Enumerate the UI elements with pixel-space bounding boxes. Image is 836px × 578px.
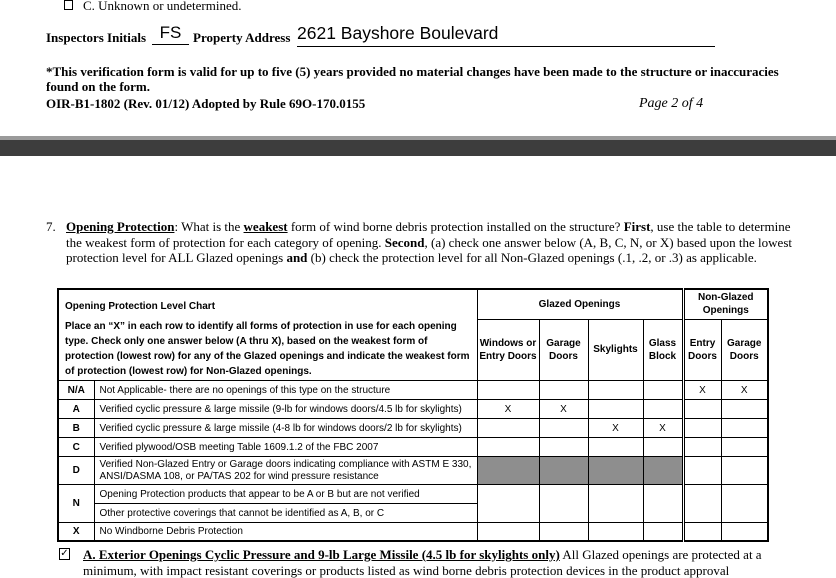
mark-cell[interactable]	[643, 485, 683, 523]
row-code: B	[58, 419, 94, 438]
row-description: Verified Non-Glazed Entry or Garage doors indicating compliance with ASTM E 330, ANSI/DASMA 108, or PA/TAS 202 for wind pressure resistance	[94, 457, 477, 485]
mark-cell[interactable]	[721, 457, 768, 485]
mark-cell[interactable]	[643, 400, 683, 419]
mark-cell[interactable]	[539, 438, 588, 457]
row-description: Not Applicable- there are no openings of this type on the structure	[94, 381, 477, 400]
glazed-openings-header: Glazed Openings	[477, 289, 683, 319]
row-code: X	[58, 523, 94, 541]
table-row	[58, 523, 768, 541]
mark-cell[interactable]	[539, 419, 588, 438]
row-description: Verified cyclic pressure & large missile (4-8 lb for windows doors/2 lb for skylights)	[94, 419, 477, 438]
mark-cell[interactable]	[539, 485, 588, 523]
mark-cell[interactable]	[588, 400, 643, 419]
row-description: Verified cyclic pressure & large missile (9-lb for windows doors/4.5 lb for skylights)	[94, 400, 477, 419]
option-c	[64, 0, 242, 14]
property-address-field[interactable]: 2621 Bayshore Boulevard	[297, 22, 715, 47]
row-description: Other protective coverings that cannot be identified as A, B, or C	[94, 504, 477, 523]
mark-cell[interactable]: X	[477, 400, 539, 419]
row-code: D	[58, 457, 94, 485]
col-header-entry-doors: Entry Doors	[683, 319, 721, 381]
row-code: A	[58, 400, 94, 419]
mark-cell[interactable]	[588, 485, 643, 523]
table-row	[58, 419, 768, 438]
row-code: N	[58, 485, 94, 523]
inspector-initials-field[interactable]: FS	[152, 22, 189, 45]
form-id: OIR-B1-1802 (Rev. 01/12) Adopted by Rule 69O-170.0155	[46, 96, 366, 111]
mark-cell[interactable]: X	[539, 400, 588, 419]
mark-cell[interactable]	[721, 400, 768, 419]
mark-cell[interactable]	[721, 438, 768, 457]
property-address-label: Property Address	[193, 30, 291, 45]
mark-cell[interactable]: X	[683, 381, 721, 400]
mark-cell[interactable]	[477, 485, 539, 523]
mark-cell[interactable]	[721, 523, 768, 541]
table-row	[58, 438, 768, 457]
mark-cell[interactable]	[721, 485, 768, 523]
opening-protection-chart	[57, 288, 769, 542]
mark-cell[interactable]	[721, 419, 768, 438]
col-header-glass-block: Glass Block	[643, 319, 683, 381]
mark-cell[interactable]	[643, 438, 683, 457]
mark-cell[interactable]: X	[721, 381, 768, 400]
mark-cell[interactable]	[539, 381, 588, 400]
validity-note: *This verification form is valid for up to five (5) years provided no material changes have been made to the structure or inaccuracies found on the form.	[46, 64, 779, 94]
question-7-text: Opening Protection: What is the weakest form of wind borne debris protection installed on the structure? First, use the table to determine the weakest form of protection for each category of opening. Second, (a) check one answer below (A, B, C, N, or X) based upon the lowest protection level for ALL Glazed openings and (b) check the protection level for all Non-Glazed openings (.1, .2, or .3) as applicable.	[66, 219, 792, 265]
option-c-label: C. Unknown or undetermined.	[83, 0, 242, 13]
mark-cell-disabled	[588, 457, 643, 485]
table-row	[58, 485, 768, 504]
answer-a-text: All Glazed openings are protected at a minimum, with impact resistant coverings or products listed as wind borne debris protection devices in the product approval	[83, 547, 762, 578]
non-glazed-openings-header: Non-Glazed Openings	[683, 289, 768, 319]
mark-cell[interactable]: X	[588, 419, 643, 438]
mark-cell[interactable]: X	[643, 419, 683, 438]
row-code: C	[58, 438, 94, 457]
row-code: N/A	[58, 381, 94, 400]
table-row	[58, 457, 768, 485]
table-row	[58, 400, 768, 419]
mark-cell[interactable]	[683, 485, 721, 523]
mark-cell[interactable]	[477, 438, 539, 457]
mark-cell[interactable]	[477, 419, 539, 438]
table-row	[58, 381, 768, 400]
question-7-title: Opening Protection	[66, 219, 175, 234]
mark-cell[interactable]	[683, 438, 721, 457]
mark-cell[interactable]	[588, 523, 643, 541]
answer-a-checkbox[interactable]: ✓	[60, 548, 69, 559]
col-header-skylights: Skylights	[588, 319, 643, 381]
mark-cell[interactable]	[539, 523, 588, 541]
page-divider	[0, 140, 836, 156]
mark-cell[interactable]	[683, 419, 721, 438]
answer-a	[83, 547, 803, 578]
option-c-checkbox[interactable]	[64, 0, 73, 10]
mark-cell[interactable]	[588, 381, 643, 400]
mark-cell[interactable]	[588, 438, 643, 457]
chart-instructions: Place an “X” in each row to identify all forms of protection in use for each opening type. Check only one answer below (A thru X), based on the weakest form of protection (lowest row) for any of the Glazed openings and indicate the weakest form of protection (lowest row) for Non-Glazed openings.	[58, 319, 477, 381]
col-header-non-glazed-garage-doors: Garage Doors	[721, 319, 768, 381]
row-description: No Windborne Debris Protection	[94, 523, 477, 541]
answer-a-label: A. Exterior Openings Cyclic Pressure and 9-lb Large Missile (4.5 lb for skylights only)	[83, 547, 560, 562]
row-description: Opening Protection products that appear to be A or B but are not verified	[94, 485, 477, 504]
mark-cell-disabled	[477, 457, 539, 485]
row-description: Verified plywood/OSB meeting Table 1609.1.2 of the FBC 2007	[94, 438, 477, 457]
mark-cell[interactable]	[643, 381, 683, 400]
mark-cell[interactable]	[683, 400, 721, 419]
mark-cell[interactable]	[683, 523, 721, 541]
mark-cell[interactable]	[643, 523, 683, 541]
mark-cell-disabled	[643, 457, 683, 485]
page-number: Page 2 of 4	[639, 96, 704, 111]
chart-title: Opening Protection Level Chart	[58, 289, 477, 319]
col-header-garage-doors: Garage Doors	[539, 319, 588, 381]
mark-cell-disabled	[539, 457, 588, 485]
question-7-number: 7.	[46, 219, 56, 234]
inspector-initials-label: Inspectors Initials	[46, 30, 147, 45]
mark-cell[interactable]	[477, 381, 539, 400]
mark-cell[interactable]	[683, 457, 721, 485]
mark-cell[interactable]	[477, 523, 539, 541]
col-header-windows-entry-doors: Windows or Entry Doors	[477, 319, 539, 381]
